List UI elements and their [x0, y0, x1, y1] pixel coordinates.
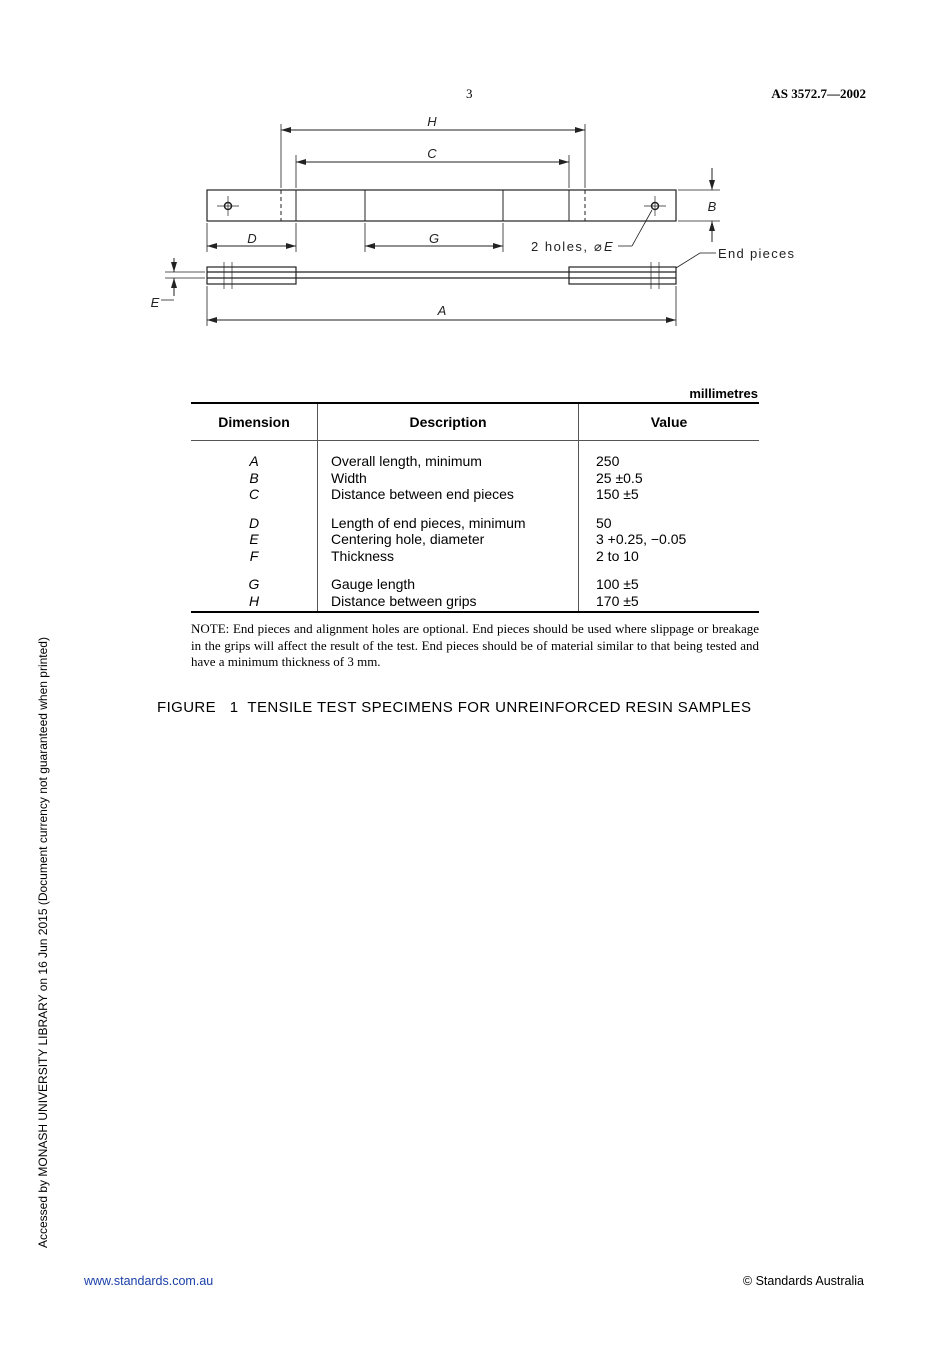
figure-caption: FIGURE 1 TENSILE TEST SPECIMENS FOR UNREINFORCED RESIN SAMPLES	[157, 699, 752, 716]
header-dimension: Dimension	[191, 403, 318, 441]
description-cell: Width	[331, 469, 367, 486]
dimension-cell: F	[249, 547, 259, 564]
label-h: H	[427, 114, 437, 129]
end-piece-right	[569, 267, 676, 284]
table-header-row	[191, 403, 759, 441]
copyright-notice: © Standards Australia	[742, 1274, 864, 1288]
label-c: C	[427, 146, 437, 161]
value-cell: 170 ±5	[596, 592, 639, 609]
description-cell: Length of end pieces, minimum	[331, 514, 526, 531]
description-cell: Thickness	[331, 547, 395, 564]
value-cell: 250	[596, 453, 620, 469]
table-body-row	[191, 441, 759, 613]
specimen-diagram	[140, 108, 810, 333]
value-cell: 50	[596, 514, 612, 531]
specimen-top-view	[207, 190, 676, 221]
dimension-cell: G	[248, 576, 260, 592]
website-link[interactable]: www.standards.com.au	[84, 1274, 214, 1288]
description-cell: Gauge length	[331, 576, 416, 592]
dimension-cell: C	[248, 486, 260, 502]
figure-note: NOTE: End pieces and alignment holes are optional. End pieces should be used where slippage or breakage in the grips will affect the result of the test. End pieces should be of material similar to that being tested and have a minimum thickness of 3 mm.	[191, 621, 759, 669]
header-value: Value	[579, 403, 760, 441]
label-end-pieces: End pieces	[718, 246, 796, 261]
label-a: A	[437, 303, 447, 318]
header-description: Description	[318, 403, 579, 441]
label-b: B	[707, 199, 717, 214]
label-holes-e: E	[604, 239, 613, 254]
value-cell: 150 ±5	[596, 486, 639, 502]
access-notice: Accessed by MONASH UNIVERSITY LIBRARY on 16 Jun 2015 (Document currency not guaranteed when printed)	[36, 637, 50, 1248]
standard-code: AS 3572.7—2002	[771, 86, 866, 101]
end-piece-left	[207, 267, 296, 284]
dimension-cell: H	[248, 592, 260, 609]
label-holes-symbol: ⌀	[594, 239, 602, 254]
value-column	[579, 441, 760, 613]
dimension-cell: E	[249, 531, 259, 547]
dimension-cell: B	[249, 469, 259, 486]
value-cell: 2 to 10	[596, 547, 639, 564]
value-cell: 25 ±0.5	[596, 469, 643, 486]
label-holes: 2 holes,	[531, 239, 589, 254]
description-cell: Centering hole, diameter	[331, 531, 485, 547]
dimension-column	[191, 441, 318, 613]
dimension-cell: D	[248, 514, 260, 531]
dimensions-table	[191, 402, 759, 613]
dimension-cell: A	[249, 453, 259, 469]
description-cell: Distance between end pieces	[331, 486, 514, 502]
description-cell: Distance between grips	[331, 592, 477, 609]
units-label: millimetres	[689, 386, 758, 401]
page-number: 3	[466, 86, 473, 101]
label-d: D	[247, 231, 257, 246]
value-cell: 3 +0.25, −0.05	[596, 531, 687, 547]
value-cell: 100 ±5	[596, 576, 639, 592]
label-g: G	[428, 231, 440, 246]
description-cell: Overall length, minimum	[331, 453, 482, 469]
description-column	[318, 441, 579, 613]
label-e: E	[150, 295, 160, 310]
